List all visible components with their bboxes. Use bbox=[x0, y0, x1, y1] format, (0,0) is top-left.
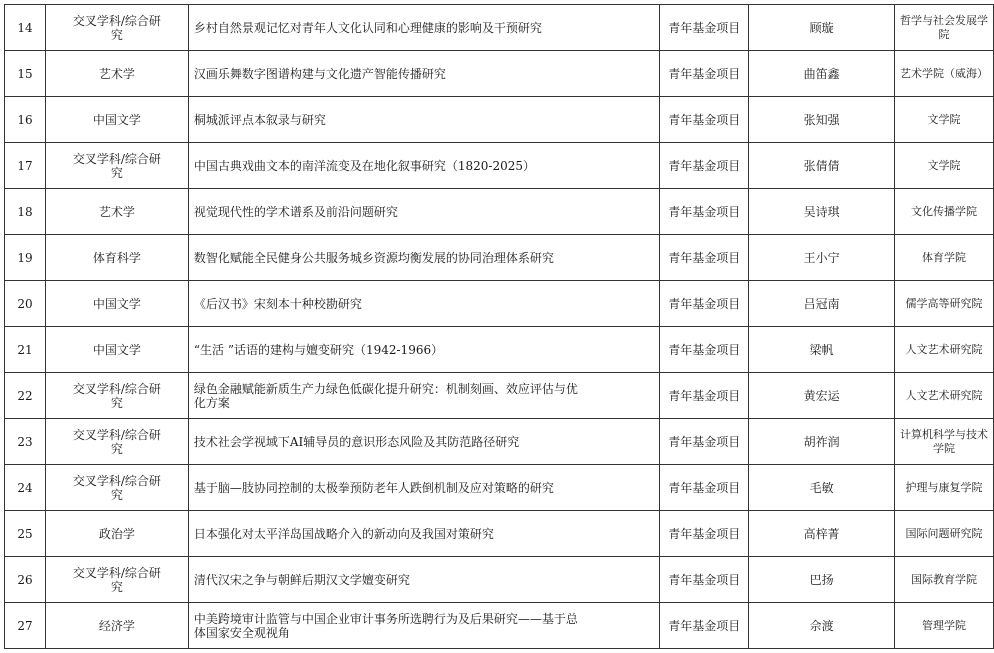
table-row bbox=[5, 465, 994, 511]
person-cell: 吕冠南 bbox=[749, 281, 895, 327]
title-cell bbox=[188, 5, 659, 51]
title-cell bbox=[188, 373, 659, 419]
title-cell bbox=[188, 51, 659, 97]
person-cell: 胡祚润 bbox=[749, 419, 895, 465]
title-text: 《后汉书》宋刻本十种校勘研究 bbox=[193, 296, 362, 311]
table-row bbox=[5, 51, 994, 97]
row-number: 14 bbox=[5, 5, 46, 51]
row-number: 26 bbox=[5, 557, 46, 603]
title-text: 清代汉宋之争与朝鲜后期汉文学嬗变研究 bbox=[193, 572, 410, 587]
person-cell: 佘渡 bbox=[749, 603, 895, 649]
subject-text: 艺术学 bbox=[98, 204, 135, 219]
table-row bbox=[5, 281, 994, 327]
subject-cell bbox=[45, 235, 188, 281]
person-cell: 张倩倩 bbox=[749, 143, 895, 189]
table-row bbox=[5, 419, 994, 465]
subject-text: 艺术学 bbox=[98, 66, 135, 81]
title-text: “生活 ”话语的建构与嬗变研究（1942-1966） bbox=[193, 342, 444, 357]
type-cell: 青年基金项目 bbox=[660, 511, 749, 557]
person-cell: 黄宏运 bbox=[749, 373, 895, 419]
subject-cell bbox=[45, 419, 188, 465]
table-row bbox=[5, 143, 994, 189]
type-cell: 青年基金项目 bbox=[660, 143, 749, 189]
unit-cell: 艺术学院（威海） bbox=[895, 51, 994, 97]
table-row bbox=[5, 373, 994, 419]
title-text: 视觉现代性的学术谱系及前沿问题研究 bbox=[193, 204, 398, 219]
title-cell bbox=[188, 603, 659, 649]
title-text: 基于脑—肢协同控制的太极拳预防老年人跌倒机制及应对策略的研究 bbox=[193, 480, 554, 495]
subject-cell bbox=[45, 189, 188, 235]
subject-cell bbox=[45, 603, 188, 649]
subject-text: 中国文学 bbox=[92, 342, 141, 357]
unit-cell: 儒学高等研究院 bbox=[895, 281, 994, 327]
table-row bbox=[5, 97, 994, 143]
subject-text: 体育科学 bbox=[92, 250, 141, 265]
subject-cell bbox=[45, 51, 188, 97]
table-row bbox=[5, 5, 994, 51]
subject-text: 交叉学科/综合研究 bbox=[72, 473, 161, 502]
project-table bbox=[4, 4, 994, 649]
subject-text: 政治学 bbox=[98, 526, 135, 541]
person-cell: 张知强 bbox=[749, 97, 895, 143]
person-cell: 王小宁 bbox=[749, 235, 895, 281]
title-text: 中国古典戏曲文本的南洋流变及在地化叙事研究（1820-2025） bbox=[193, 158, 536, 173]
type-cell: 青年基金项目 bbox=[660, 235, 749, 281]
row-number: 25 bbox=[5, 511, 46, 557]
subject-cell bbox=[45, 281, 188, 327]
person-cell: 曲笛鑫 bbox=[749, 51, 895, 97]
type-cell: 青年基金项目 bbox=[660, 465, 749, 511]
unit-cell: 计算机科学与技术学院 bbox=[895, 419, 994, 465]
subject-text: 中国文学 bbox=[92, 296, 141, 311]
title-text: 乡村自然景观记忆对青年人文化认同和心理健康的影响及干预研究 bbox=[193, 20, 542, 35]
type-cell: 青年基金项目 bbox=[660, 557, 749, 603]
person-cell: 巴扬 bbox=[749, 557, 895, 603]
type-cell: 青年基金项目 bbox=[660, 603, 749, 649]
subject-text: 经济学 bbox=[98, 618, 135, 633]
title-cell bbox=[188, 557, 659, 603]
table-row bbox=[5, 603, 994, 649]
row-number: 24 bbox=[5, 465, 46, 511]
type-cell: 青年基金项目 bbox=[660, 373, 749, 419]
subject-text: 交叉学科/综合研究 bbox=[72, 151, 161, 180]
person-cell: 梁帆 bbox=[749, 327, 895, 373]
title-text: 数智化赋能全民健身公共服务城乡资源均衡发展的协同治理体系研究 bbox=[193, 250, 554, 265]
unit-cell: 护理与康复学院 bbox=[895, 465, 994, 511]
type-cell: 青年基金项目 bbox=[660, 281, 749, 327]
unit-cell: 文化传播学院 bbox=[895, 189, 994, 235]
title-cell bbox=[188, 511, 659, 557]
row-number: 20 bbox=[5, 281, 46, 327]
table-row bbox=[5, 511, 994, 557]
subject-text: 交叉学科/综合研究 bbox=[72, 381, 161, 410]
title-text: 汉画乐舞数字图谱构建与文化遗产智能传播研究 bbox=[193, 66, 446, 81]
title-cell bbox=[188, 189, 659, 235]
title-cell bbox=[188, 419, 659, 465]
title-cell bbox=[188, 465, 659, 511]
table-row bbox=[5, 189, 994, 235]
row-number: 19 bbox=[5, 235, 46, 281]
unit-cell: 国际教育学院 bbox=[895, 557, 994, 603]
subject-cell bbox=[45, 97, 188, 143]
table-body bbox=[5, 5, 994, 649]
type-cell: 青年基金项目 bbox=[660, 51, 749, 97]
type-cell: 青年基金项目 bbox=[660, 5, 749, 51]
table-row bbox=[5, 327, 994, 373]
unit-cell: 哲学与社会发展学院 bbox=[895, 5, 994, 51]
person-cell: 顾璇 bbox=[749, 5, 895, 51]
title-cell bbox=[188, 281, 659, 327]
person-cell: 毛敏 bbox=[749, 465, 895, 511]
row-number: 15 bbox=[5, 51, 46, 97]
row-number: 27 bbox=[5, 603, 46, 649]
subject-cell bbox=[45, 465, 188, 511]
subject-text: 交叉学科/综合研究 bbox=[72, 13, 161, 42]
unit-cell: 文学院 bbox=[895, 143, 994, 189]
row-number: 22 bbox=[5, 373, 46, 419]
row-number: 23 bbox=[5, 419, 46, 465]
title-cell bbox=[188, 143, 659, 189]
table-row bbox=[5, 235, 994, 281]
type-cell: 青年基金项目 bbox=[660, 189, 749, 235]
title-cell bbox=[188, 327, 659, 373]
title-text: 技术社会学视域下AI辅导员的意识形态风险及其防范路径研究 bbox=[193, 434, 520, 449]
subject-cell bbox=[45, 373, 188, 419]
subject-text: 交叉学科/综合研究 bbox=[72, 427, 161, 456]
title-text: 中美跨境审计监管与中国企业审计事务所选聘行为及后果研究——基于总体国家安全观视角 bbox=[193, 611, 578, 640]
person-cell: 高梓菁 bbox=[749, 511, 895, 557]
unit-cell: 人文艺术研究院 bbox=[895, 327, 994, 373]
subject-cell bbox=[45, 511, 188, 557]
unit-cell: 管理学院 bbox=[895, 603, 994, 649]
title-text: 桐城派评点本叙录与研究 bbox=[193, 112, 326, 127]
subject-cell bbox=[45, 327, 188, 373]
row-number: 16 bbox=[5, 97, 46, 143]
unit-cell: 文学院 bbox=[895, 97, 994, 143]
row-number: 17 bbox=[5, 143, 46, 189]
unit-cell: 国际问题研究院 bbox=[895, 511, 994, 557]
type-cell: 青年基金项目 bbox=[660, 327, 749, 373]
unit-cell: 人文艺术研究院 bbox=[895, 373, 994, 419]
title-text: 绿色金融赋能新质生产力绿色低碳化提升研究：机制刻画、效应评估与优化方案 bbox=[193, 381, 578, 410]
subject-cell bbox=[45, 557, 188, 603]
subject-cell bbox=[45, 5, 188, 51]
subject-text: 中国文学 bbox=[92, 112, 141, 127]
row-number: 21 bbox=[5, 327, 46, 373]
unit-cell: 体育学院 bbox=[895, 235, 994, 281]
title-cell bbox=[188, 235, 659, 281]
type-cell: 青年基金项目 bbox=[660, 97, 749, 143]
table-row bbox=[5, 557, 994, 603]
type-cell: 青年基金项目 bbox=[660, 419, 749, 465]
title-text: 日本强化对太平洋岛国战略介入的新动向及我国对策研究 bbox=[193, 526, 494, 541]
title-cell bbox=[188, 97, 659, 143]
subject-text: 交叉学科/综合研究 bbox=[72, 565, 161, 594]
person-cell: 吴诗琪 bbox=[749, 189, 895, 235]
row-number: 18 bbox=[5, 189, 46, 235]
subject-cell bbox=[45, 143, 188, 189]
